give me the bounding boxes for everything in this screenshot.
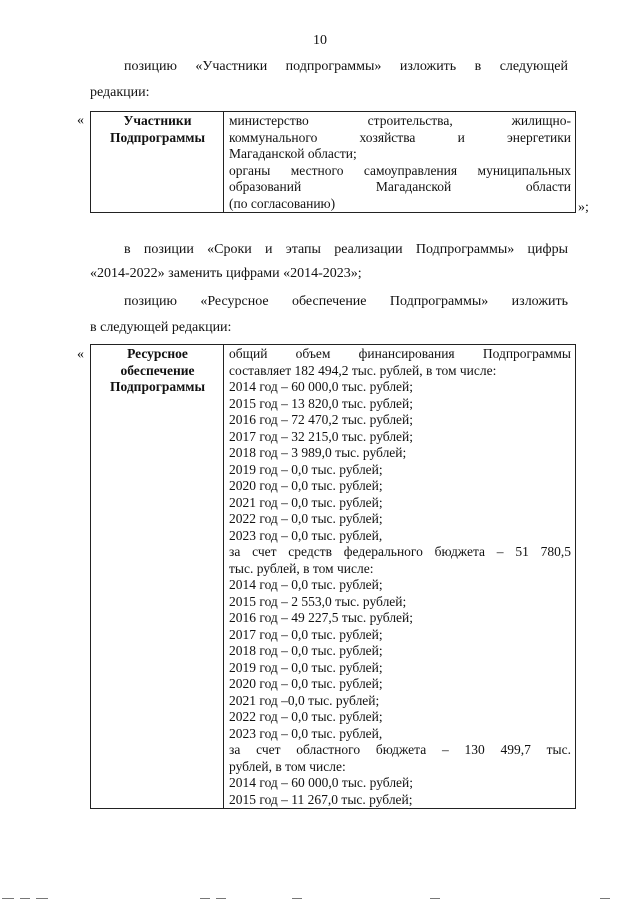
content-line: 2023 год – 0,0 тыс. рублей, [229, 527, 383, 543]
resources-label-cell [91, 345, 224, 809]
resources-content-lines [229, 346, 571, 808]
content-line: 2017 год – 32 215,0 тыс. рублей; [229, 428, 414, 444]
content-line: 2015 год – 13 820,0 тыс. рублей; [229, 395, 414, 411]
resources-label-line: Ресурсное [127, 346, 188, 361]
participants-intro-line-1: позицию «Участники подпрограммы» изложить в следующей [124, 59, 568, 74]
resources-label-line: обеспечение [120, 362, 195, 378]
content-line: за счет средств федерального бюджета – 51 780,5 [229, 544, 571, 559]
participants-intro-line-2: редакции: [90, 85, 150, 100]
content-line: тыс. рублей, в том числе: [229, 560, 374, 576]
content-line: образований Магаданской области [229, 179, 571, 194]
content-line: 2021 год – 0,0 тыс. рублей; [229, 494, 383, 510]
participants-label-line: Подпрограммы [109, 129, 206, 145]
content-line: 2015 год – 11 267,0 тыс. рублей; [229, 791, 413, 807]
content-line: 2018 год – 3 989,0 тыс. рублей; [229, 445, 407, 460]
resources-content-cell [224, 345, 576, 809]
content-line: министерство строительства, жилищно- [229, 113, 571, 128]
content-line: 2021 год –0,0 тыс. рублей; [229, 692, 380, 708]
content-line: 2014 год – 0,0 тыс. рублей; [229, 577, 383, 592]
content-line: рублей, в том числе: [229, 758, 346, 774]
content-line: 2016 год – 72 470,2 тыс. рублей; [229, 412, 414, 427]
content-line: органы местного самоуправления муниципальных [229, 162, 571, 178]
content-line: 2015 год – 2 553,0 тыс. рублей; [229, 593, 407, 609]
participants-label-line: Участники [123, 113, 192, 128]
content-line: 2022 год – 0,0 тыс. рублей; [229, 511, 383, 526]
participants-content-lines [229, 113, 571, 212]
page-number: 10 [313, 33, 327, 48]
resources-table [90, 344, 576, 809]
content-line: 2019 год – 0,0 тыс. рублей; [229, 461, 383, 477]
content-line: (по согласованию) [229, 195, 336, 211]
resources-intro-line-2: в следующей редакции: [90, 320, 232, 335]
content-line: 2020 год – 0,0 тыс. рублей; [229, 676, 383, 691]
content-line: 2014 год – 60 000,0 тыс. рублей; [229, 775, 414, 790]
participants-content-cell [224, 112, 576, 213]
resources-row [91, 345, 576, 809]
deadline-paragraph-line-2: «2014-2022» заменить цифрами «2014-2023»; [90, 266, 362, 281]
content-line: 2014 год – 60 000,0 тыс. рублей; [229, 379, 414, 394]
content-line: за счет областного бюджета – 130 499,7 тыс. [229, 742, 571, 757]
participants-open-quote: « [77, 113, 84, 128]
content-line: 2020 год – 0,0 тыс. рублей; [229, 478, 383, 493]
content-line: Магаданской области; [229, 146, 357, 161]
content-line: составляет 182 494,2 тыс. рублей, в том числе: [229, 362, 497, 378]
content-line: 2023 год – 0,0 тыс. рублей, [229, 725, 383, 741]
content-line: общий объем финансирования Подпрограммы [229, 346, 571, 361]
participants-table [90, 111, 576, 213]
content-line: 2017 год – 0,0 тыс. рублей; [229, 626, 383, 642]
resources-open-quote: « [77, 347, 84, 362]
resources-intro-line-1: позицию «Ресурсное обеспечение Подпрограммы» изложить [124, 294, 568, 309]
deadline-paragraph-line-1: в позиции «Сроки и этапы реализации Подпрограммы» цифры [124, 242, 568, 257]
participants-close-quote: »; [578, 200, 589, 215]
content-line: 2022 год – 0,0 тыс. рублей; [229, 709, 383, 724]
participants-label-cell [91, 112, 224, 213]
resources-label-line: Подпрограммы [109, 379, 206, 394]
participants-row [91, 112, 576, 213]
content-line: 2018 год – 0,0 тыс. рублей; [229, 643, 383, 658]
content-line: 2016 год – 49 227,5 тыс. рублей; [229, 610, 414, 625]
content-line: коммунального хозяйства и энергетики [229, 129, 571, 145]
content-line: 2019 год – 0,0 тыс. рублей; [229, 659, 383, 675]
scan-edge-marks [0, 898, 640, 902]
